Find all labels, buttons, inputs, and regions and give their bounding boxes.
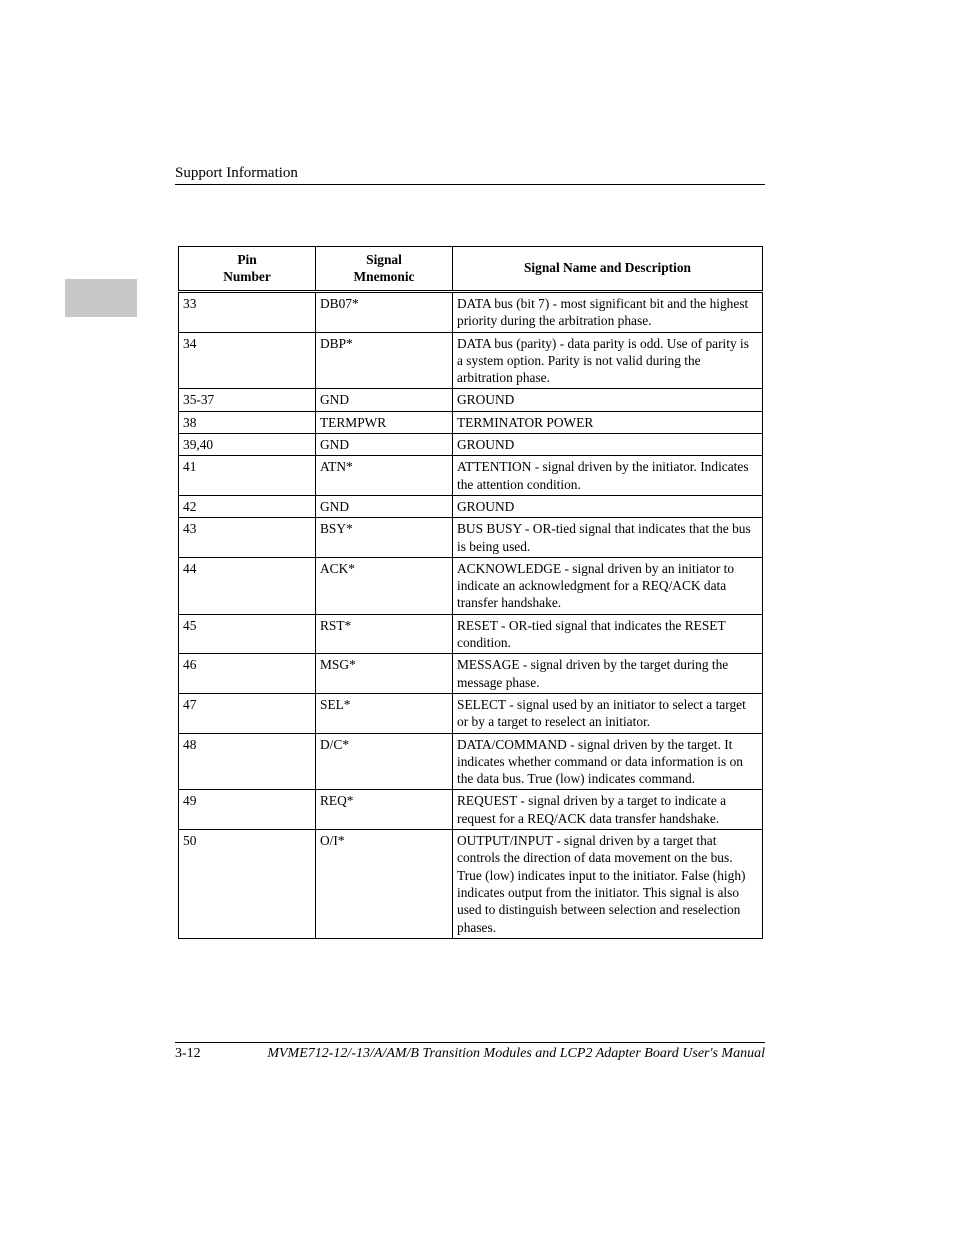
- signal-mnemonic-cell: SEL*: [316, 693, 453, 733]
- pin-number-cell: 38: [179, 411, 316, 433]
- pin-number-cell: 41: [179, 456, 316, 496]
- pin-number-cell: 43: [179, 518, 316, 558]
- column-header-pin-number: Pin Number: [179, 247, 316, 292]
- pin-number-cell: 47: [179, 693, 316, 733]
- signal-description-cell: REQUEST - signal driven by a target to indicate a request for a REQ/ACK data transfer handshake.: [453, 790, 763, 830]
- page-number: 3-12: [175, 1046, 201, 1061]
- pin-assignment-table: [178, 246, 763, 939]
- table-row: [179, 456, 763, 496]
- signal-mnemonic-cell: DBP*: [316, 332, 453, 389]
- signal-description-cell: OUTPUT/INPUT - signal driven by a target that controls the direction of data movement on the bus. True (low) indicates input to the initiator. False (high) indicates output from the initiator. This signal is also used to distinguish between selection and reselection phases.: [453, 830, 763, 939]
- table-row: [179, 830, 763, 939]
- signal-mnemonic-cell: MSG*: [316, 654, 453, 694]
- table-row: [179, 614, 763, 654]
- signal-mnemonic-cell: ACK*: [316, 557, 453, 614]
- table-header-row: [179, 247, 763, 292]
- signal-mnemonic-cell: GND: [316, 495, 453, 517]
- signal-description-cell: BUS BUSY - OR-tied signal that indicates that the bus is being used.: [453, 518, 763, 558]
- signal-description-cell: RESET - OR-tied signal that indicates the RESET condition.: [453, 614, 763, 654]
- pin-number-cell: 49: [179, 790, 316, 830]
- column-header-signal-description: Signal Name and Description: [453, 247, 763, 292]
- table-row: [179, 411, 763, 433]
- signal-description-cell: GROUND: [453, 389, 763, 411]
- running-header: [175, 163, 765, 185]
- pin-number-cell: 45: [179, 614, 316, 654]
- signal-mnemonic-cell: BSY*: [316, 518, 453, 558]
- signal-description-cell: SELECT - signal used by an initiator to select a target or by a target to reselect an initiator.: [453, 693, 763, 733]
- table-row: [179, 693, 763, 733]
- section-title: Support Information: [175, 165, 298, 181]
- signal-description-cell: TERMINATOR POWER: [453, 411, 763, 433]
- signal-mnemonic-cell: RST*: [316, 614, 453, 654]
- signal-description-cell: MESSAGE - signal driven by the target during the message phase.: [453, 654, 763, 694]
- pin-number-cell: 46: [179, 654, 316, 694]
- pin-number-cell: 44: [179, 557, 316, 614]
- signal-mnemonic-cell: TERMPWR: [316, 411, 453, 433]
- pin-number-cell: 42: [179, 495, 316, 517]
- chapter-thumb-tab: [65, 279, 137, 317]
- table-row: [179, 518, 763, 558]
- signal-mnemonic-cell: O/I*: [316, 830, 453, 939]
- pin-number-cell: 39,40: [179, 434, 316, 456]
- table-row: [179, 733, 763, 790]
- signal-description-cell: ACKNOWLEDGE - signal driven by an initiator to indicate an acknowledgment for a REQ/ACK data transfer handshake.: [453, 557, 763, 614]
- table-row: [179, 332, 763, 389]
- signal-description-cell: DATA bus (bit 7) - most significant bit and the highest priority during the arbitration phase.: [453, 292, 763, 333]
- column-header-signal-mnemonic: Signal Mnemonic: [316, 247, 453, 292]
- signal-mnemonic-cell: ATN*: [316, 456, 453, 496]
- table-row: [179, 389, 763, 411]
- signal-description-cell: ATTENTION - signal driven by the initiator. Indicates the attention condition.: [453, 456, 763, 496]
- signal-mnemonic-cell: D/C*: [316, 733, 453, 790]
- pin-number-cell: 50: [179, 830, 316, 939]
- signal-mnemonic-cell: DB07*: [316, 292, 453, 333]
- signal-mnemonic-cell: REQ*: [316, 790, 453, 830]
- signal-description-cell: GROUND: [453, 434, 763, 456]
- table-row: [179, 434, 763, 456]
- table-row: [179, 557, 763, 614]
- pin-number-cell: 34: [179, 332, 316, 389]
- table-row: [179, 495, 763, 517]
- footer-rule: [175, 1042, 765, 1043]
- pin-number-cell: 35-37: [179, 389, 316, 411]
- pin-number-cell: 48: [179, 733, 316, 790]
- signal-description-cell: DATA bus (parity) - data parity is odd. Use of parity is a system option. Parity is not valid during the arbitration phase.: [453, 332, 763, 389]
- signal-mnemonic-cell: GND: [316, 434, 453, 456]
- pin-number-cell: 33: [179, 292, 316, 333]
- signal-description-cell: GROUND: [453, 495, 763, 517]
- signal-description-cell: DATA/COMMAND - signal driven by the target. It indicates whether command or data information is on the data bus. True (low) indicates command.: [453, 733, 763, 790]
- table-row: [179, 654, 763, 694]
- table-row: [179, 790, 763, 830]
- manual-title: MVME712-12/-13/A/AM/B Transition Modules and LCP2 Adapter Board User's Manual: [267, 1046, 765, 1061]
- signal-mnemonic-cell: GND: [316, 389, 453, 411]
- table-row: [179, 292, 763, 333]
